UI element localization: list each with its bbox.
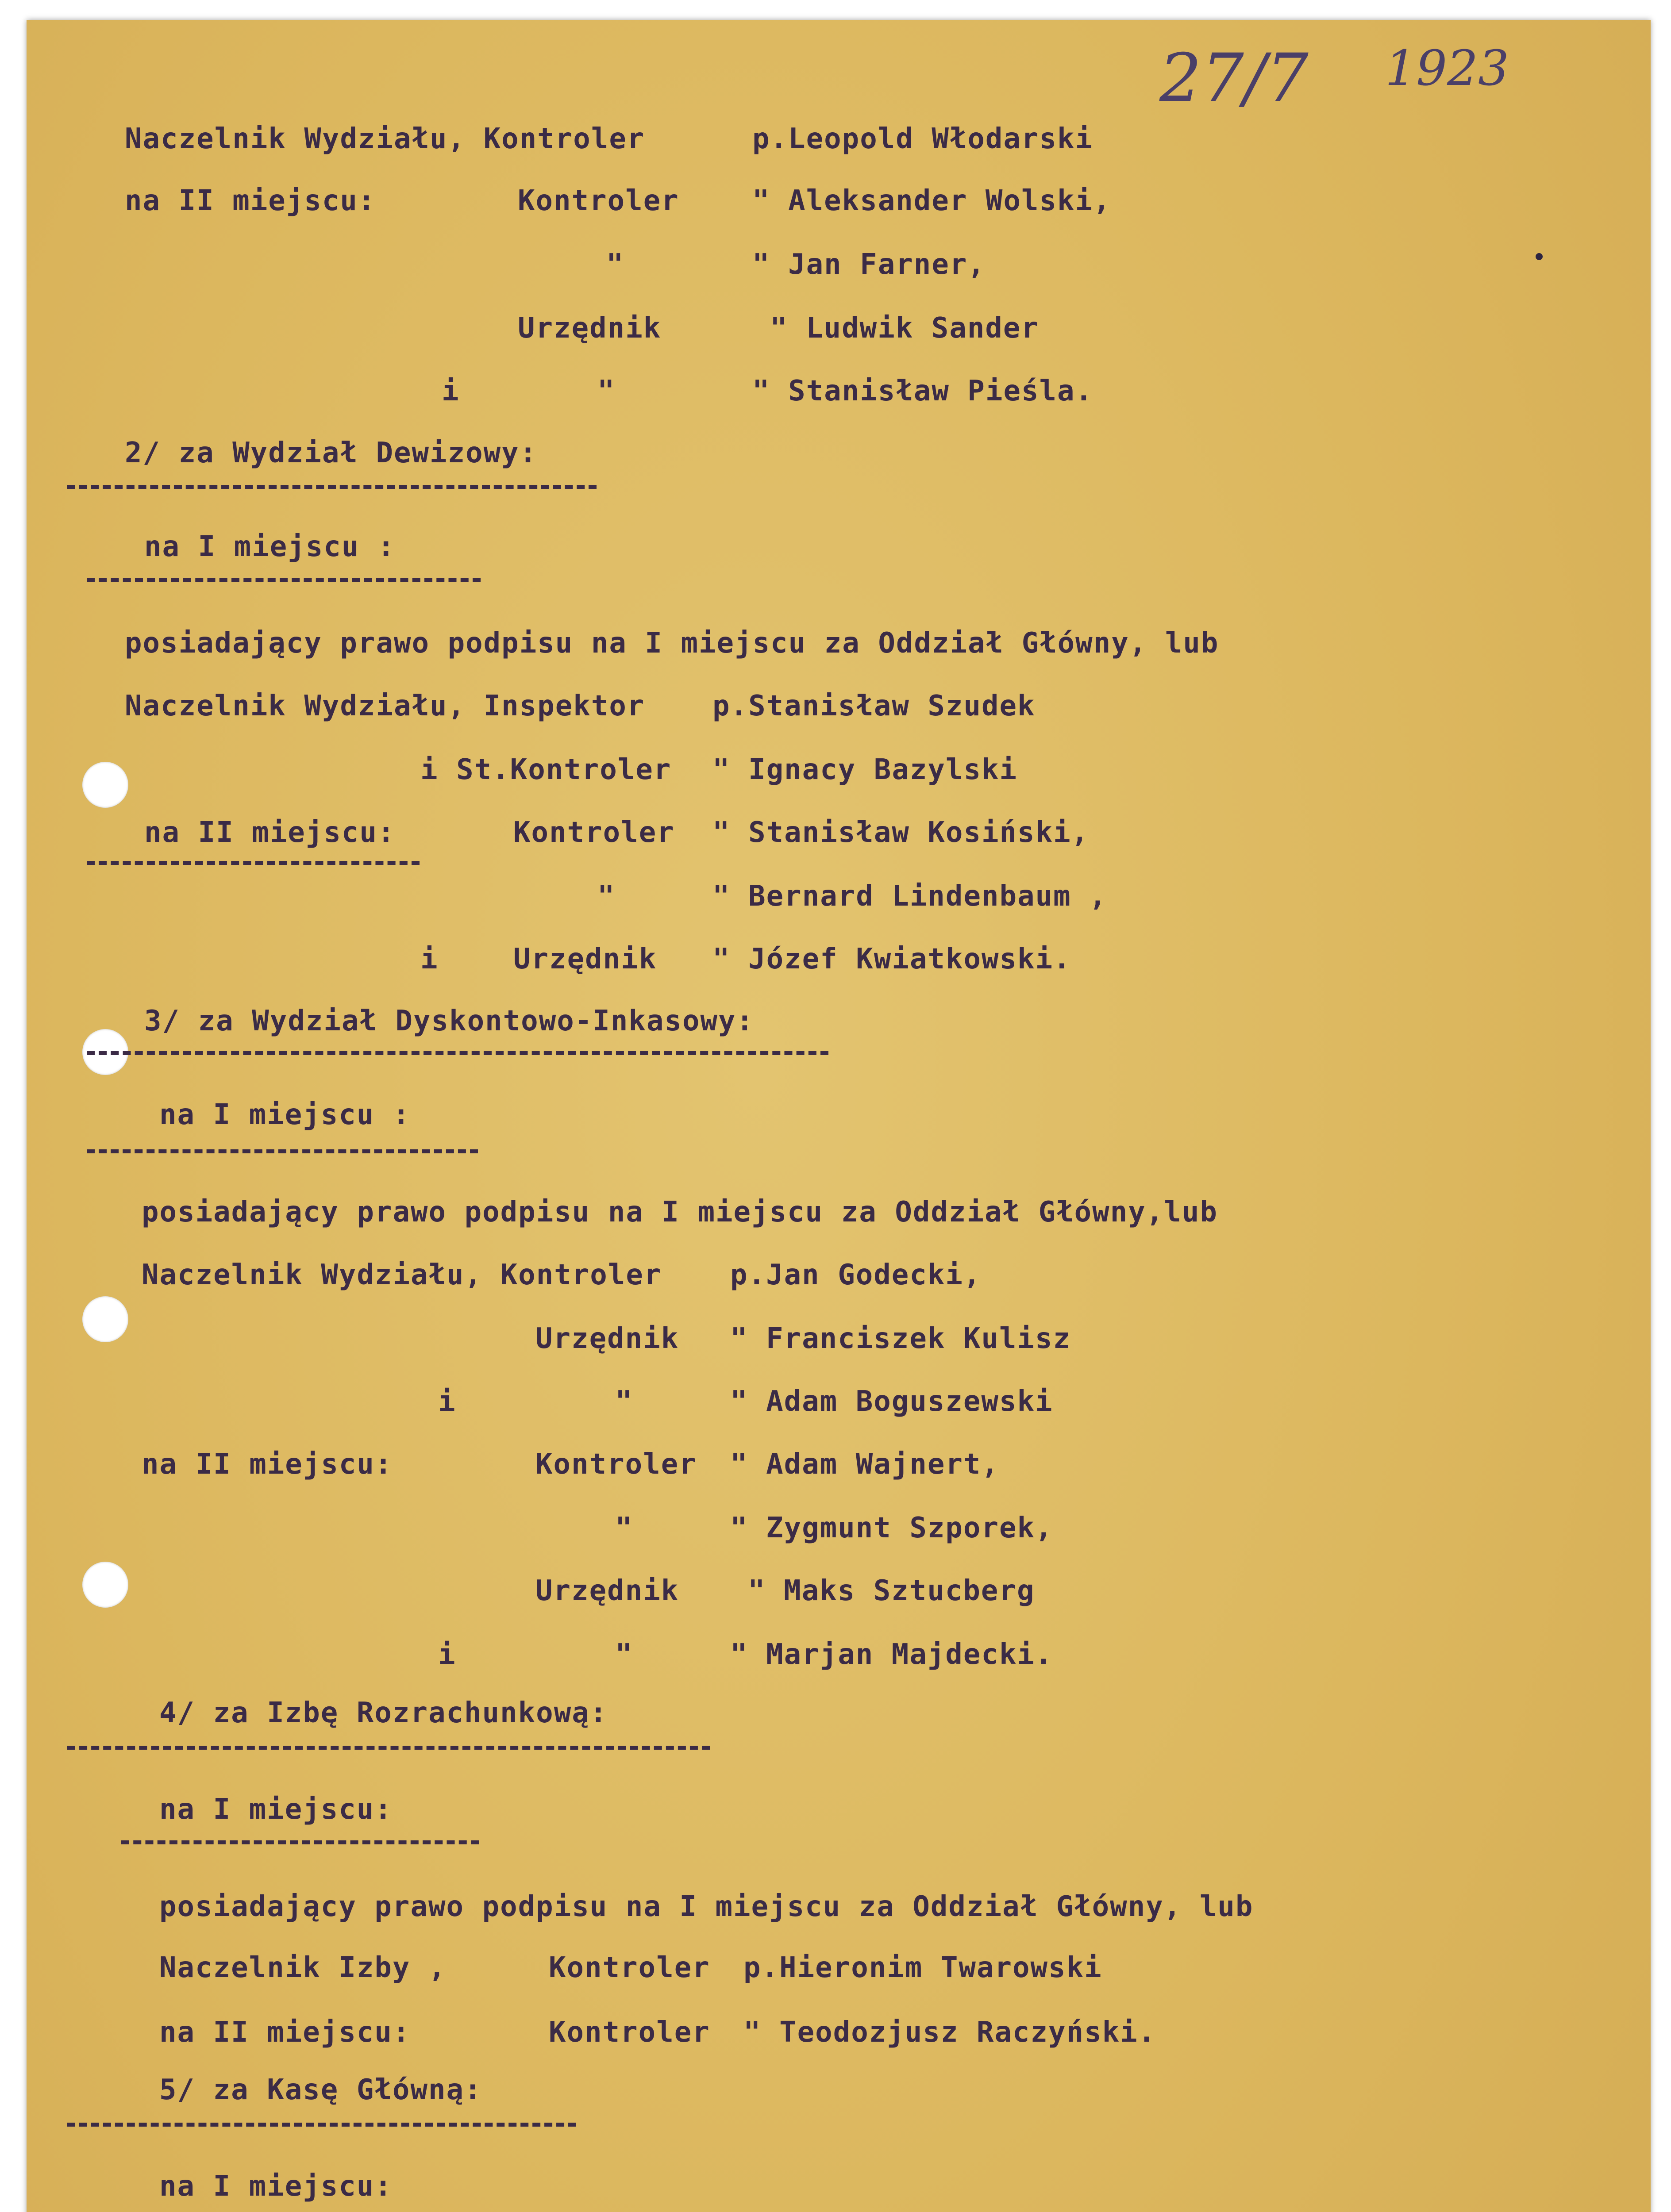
line-1-left: Naczelnik Wydziału, Kontroler [125, 123, 645, 155]
line-22-name: " Maks Sztucberg [748, 1575, 1035, 1607]
line-10-name: " Ignacy Bazylski [712, 753, 1018, 786]
section-2-first-place: na I miejscu : [144, 530, 396, 563]
punch-hole [82, 1296, 128, 1342]
line-2-name: " Aleksander Wolski, [752, 184, 1111, 217]
line-2-title: Kontroler [518, 184, 679, 217]
section-2-underline [67, 485, 597, 489]
line-23-ditto: " [615, 1638, 633, 1671]
line-4-name: " Ludwik Sander [770, 312, 1039, 345]
line-19-conj: i [438, 1385, 456, 1418]
line-23-name: " Marjan Majdecki. [730, 1638, 1053, 1671]
punch-hole [82, 1562, 128, 1608]
line-3-name: " Jan Farner, [752, 248, 986, 281]
year-annotation: 1923 [1385, 40, 1509, 96]
section-3-first-place: na I miejscu : [159, 1098, 411, 1131]
section-4-first-place: na I miejscu: [159, 1793, 393, 1826]
line-13-title: Urzędnik [513, 943, 657, 975]
section-3-underline [87, 1051, 828, 1055]
section-4-signatory: posiadający prawo podpisu na I miejscu za Oddział Główny, lub [159, 1890, 1254, 1923]
section-3-signatory: posiadający prawo podpisu na I miejscu za Oddział Główny,lub [142, 1196, 1218, 1229]
section-2-second-place-underline [87, 861, 420, 865]
section-3-heading: 3/ za Wydział Dyskontowo-Inkasowy: [144, 1005, 755, 1037]
section-2-first-place-underline [87, 578, 481, 582]
folio-number: 27/7 [1159, 40, 1309, 117]
line-27-name: p.Hieronim Twarowski [743, 1951, 1102, 1984]
section-4-heading: 4/ za Izbę Rozrachunkową: [159, 1697, 608, 1729]
section-4-underline [67, 1746, 710, 1750]
line-5-name: " Stanisław Pieśla. [752, 375, 1093, 407]
line-28-name: " Teodozjusz Raczyński. [743, 2016, 1156, 2049]
line-3-ditto: " [606, 248, 624, 281]
line-28-label: na II miejscu: [159, 2016, 411, 2049]
line-5-conj: i [442, 375, 460, 407]
line-13-name: " Józef Kwiatkowski. [712, 943, 1071, 975]
line-9-name: p.Stanisław Szudek [712, 690, 1036, 722]
line-11-name: " Stanisław Kosiński, [712, 816, 1090, 849]
line-21-ditto: " [615, 1512, 633, 1544]
line-1-name: p.Leopold Włodarski [752, 123, 1093, 155]
line-28-title: Kontroler [549, 2016, 710, 2049]
line-18-name: " Franciszek Kulisz [730, 1322, 1071, 1355]
line-17-name: p.Jan Godecki, [730, 1259, 982, 1291]
line-4-title: Urzędnik [518, 312, 662, 345]
line-27-title: Kontroler [549, 1951, 710, 1984]
section-5-first-place: na I miejscu: [159, 2170, 393, 2203]
line-27-left: Naczelnik Izby , [159, 1951, 447, 1984]
line-9-left: Naczelnik Wydziału, Inspektor [125, 690, 645, 722]
line-17-left: Naczelnik Wydziału, Kontroler [142, 1259, 662, 1291]
line-19-name: " Adam Boguszewski [730, 1385, 1053, 1418]
line-12-name: " Bernard Lindenbaum , [712, 880, 1107, 913]
section-5-heading: 5/ za Kasę Główną: [159, 2074, 482, 2106]
line-22-title: Urzędnik [535, 1575, 679, 1607]
line-20-label: na II miejscu: [142, 1448, 393, 1481]
section-3-first-place-underline [87, 1149, 478, 1153]
line-5-ditto: " [597, 375, 616, 407]
section-2-signatory: posiadający prawo podpisu na I miejscu za Oddział Główny, lub [125, 627, 1219, 660]
line-10-title: i St.Kontroler [420, 753, 672, 786]
punch-hole [82, 762, 128, 808]
line-12-ditto: " [597, 880, 616, 913]
line-18-title: Urzędnik [535, 1322, 679, 1355]
section-2-heading: 2/ za Wydział Dewizowy: [125, 437, 538, 469]
section-5-underline [67, 2123, 576, 2127]
line-20-name: " Adam Wajnert, [730, 1448, 999, 1481]
line-19-ditto: " [615, 1385, 633, 1418]
line-20-title: Kontroler [535, 1448, 697, 1481]
line-23-conj: i [438, 1638, 456, 1671]
ink-dot [1536, 253, 1543, 260]
line-21-name: " Zygmunt Szporek, [730, 1512, 1053, 1544]
line-11-title: Kontroler [513, 816, 675, 849]
section-4-first-place-underline [121, 1840, 479, 1844]
line-13-conj: i [420, 943, 439, 975]
line-2-label: na II miejscu: [125, 184, 376, 217]
line-11-label: na II miejscu: [144, 816, 396, 849]
